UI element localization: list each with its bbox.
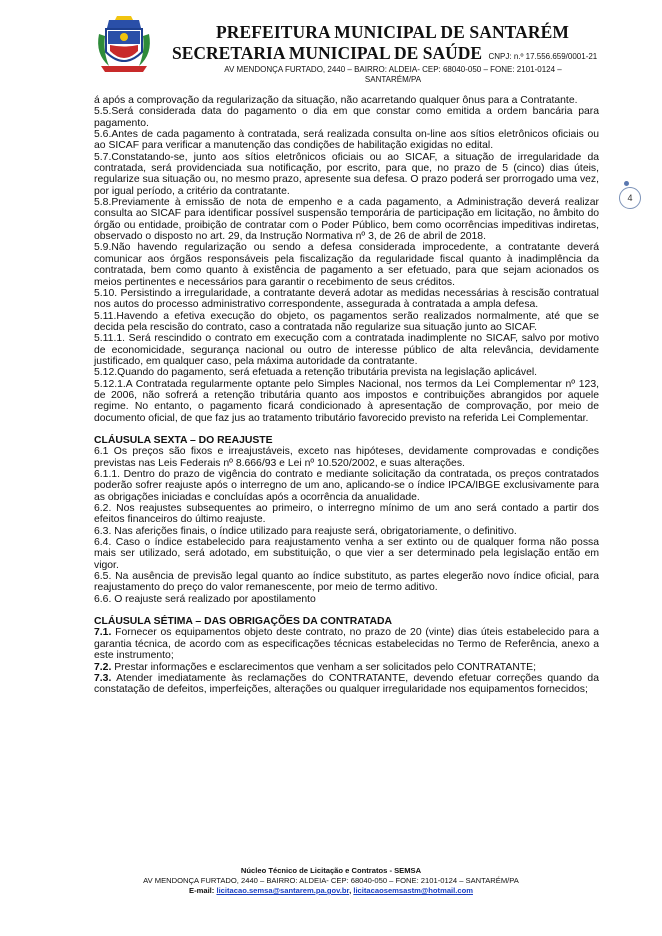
item-text: Prestar informações e esclarecimentos que venham a ser solicitados pelo CONTRATANTE; bbox=[111, 661, 536, 673]
footer-email-label: E-mail: bbox=[189, 886, 215, 895]
paragraph: 5.6.Antes de cada pagamento à contratada, será realizada consulta on-line aos sítios eletrônicos oficiais ou ao SICAF para verificar a manutenção das condições de habilitação exigidas no edital. bbox=[94, 129, 599, 152]
paragraph: 6.3. Nas aferições finais, o índice utilizado para reajuste será, obrigatoriamente, o definitivo. bbox=[94, 525, 517, 537]
obligation-item bbox=[94, 662, 599, 673]
paragraph: 5.5.Será considerada data do pagamento o dia em que constar como emitida a ordem bancária para pagamento. bbox=[94, 106, 599, 129]
paragraph: 6.5. Na ausência de previsão legal quanto ao índice substituto, as partes elegerão novo índice oficial, para reajustamento do preço do valor remanescente, por meio de termo aditivo. bbox=[94, 571, 599, 594]
obligation-item bbox=[94, 627, 599, 661]
paragraph: 6.1 Os preços são fixos e irreajustáveis, exceto nas hipóteses, devidamente comprovadas e condições previstas nas Leis Federais nº 8.666/93 e Lei nº 10.520/2002, e suas alterações. bbox=[94, 446, 599, 469]
header-subtitle: SECRETARIA MUNICIPAL DE SAÚDE bbox=[172, 43, 483, 63]
letterhead bbox=[95, 14, 605, 96]
item-number: 7.1. bbox=[94, 627, 112, 639]
paragraph: 5.11.Havendo a efetiva execução do objeto, os pagamentos serão realizados normalmente, até que se decida pela rescisão do contrato, caso a contratada não regularize sua situação junto ao SICAF. bbox=[94, 310, 599, 333]
header-cnpj: CNPJ: n.º 17.556.659/0001-21 bbox=[488, 52, 598, 61]
document-body bbox=[94, 95, 599, 696]
footer-address: AV MENDONÇA FURTADO, 2440 – BAIRRO: ALDEIA- CEP: 68040-050 – FONE: 2101-0124 – SANTARÉM/PA bbox=[143, 876, 519, 885]
item-number: 7.2. bbox=[94, 661, 112, 673]
item-text: Atender imediatamente às reclamações do CONTRATANTE, devendo efetuar correções quando da constatação de defeitos, imperfeições, alterações ou qualquer irregularidade nos equipamentos fornecidos; bbox=[94, 672, 599, 696]
paragraph: 5.10. Persistindo a irregularidade, a contratante deverá adotar as medidas necessárias à rescisão contratual nos autos do processo administrativo correspondente, assegurada à contratada a ampla defesa. bbox=[94, 287, 599, 311]
paragraph: 5.12.Quando do pagamento, será efetuada a retenção tributária prevista na legislação aplicável. bbox=[94, 367, 538, 379]
footer-email-link-1[interactable]: licitacao.semsa@santarem.pa.gov.br bbox=[216, 886, 350, 895]
footer-email-link-2[interactable]: licitacaosemsastm@hotmail.com bbox=[353, 886, 473, 895]
paragraph: 6.4. Caso o índice estabelecido para reajustamento venha a ser extinto ou de qualquer forma não possa mais ser utilizado, será adotado, em substituição, o que vier a ser determinado pela legislação então em vigor. bbox=[94, 537, 599, 571]
page-footer bbox=[60, 866, 602, 896]
paragraph: á após a comprovação da regularização da situação, não acarretando qualquer ônus para a Contratante. bbox=[94, 95, 578, 106]
section-heading-setima: CLÁUSULA SÉTIMA – DAS OBRIGAÇÕES DA CONTRATADA bbox=[94, 616, 393, 628]
item-text: Fornecer os equipamentos objeto deste contrato, no prazo de 20 (vinte) dias úteis estabelecido para a garantia técnica, de acordo com as especificações técnicas estabelecidas no Termo de Referência, anexo a este instrumento; bbox=[94, 627, 599, 662]
section-heading-sexta: CLÁUSULA SEXTA – DO REAJUSTE bbox=[94, 434, 273, 446]
paragraph: 5.9.Não havendo regularização ou sendo a defesa considerada improcedente, a contratante deverá comunicar aos órgãos responsáveis pela fiscalização da regularidade fiscal quanto à inadimplência da contratada, bem como quanto à existência de pagamento a ser efetuado, para que sejam acionados os meios pertinentes e necessários para garantir o recebimento de seus créditos. bbox=[94, 242, 599, 288]
header-address-city: SANTARÉM/PA bbox=[364, 75, 422, 84]
municipal-coat-of-arms-logo bbox=[95, 14, 153, 76]
paragraph: 5.12.1.A Contratada regularmente optante pelo Simples Nacional, nos termos da Lei Complementar nº 123, de 2006, não sofrerá a retenção tributária quanto aos impostos e contribuições abrangidos por aquele regime. No entanto, o pagamento ficará condicionado à apresentação de comprovação, por meio de documento oficial, de que faz jus ao tratamento tributário favorecido previsto na referida Lei Complementar. bbox=[94, 378, 599, 424]
header-address-line: AV MENDONÇA FURTADO, 2440 – BAIRRO: ALDEIA- CEP: 68040-050 – FONE: 2101-0124 – bbox=[224, 65, 562, 74]
paragraph: 6.2. Nos reajustes subsequentes ao primeiro, o interregno mínimo de um ano será contado a partir dos efeitos financeiros do último reajuste. bbox=[94, 503, 599, 526]
header-subtitle-line bbox=[172, 43, 612, 64]
paragraph: 6.1.1. Dentro do prazo de vigência do contrato e mediante solicitação da contratada, os preços contratados poderão sofrer reajuste após o interregno de um ano, aplicando-se o índice IPCA/IBGE exclusivamente para as obrigações iniciadas e concluídas após a ocorrência da anualidade. bbox=[94, 469, 599, 503]
paragraph: 5.11.1. Será rescindido o contrato em execução com a contratada inadimplente no SICAF, salvo por motivo de economicidade, segurança nacional ou outro de interesse público de alta relevância, devidamente justificado, em qualquer caso, pela máxima autoridade da contratante. bbox=[94, 333, 599, 367]
paragraph: 5.8.Previamente à emissão de nota de empenho e a cada pagamento, a Administração deverá realizar consulta ao SICAF para identificar possível suspensão temporária de participação em licitação, no âmbito do órgão ou entidade, proibição de contratar com o Poder Público, bem como ocorrências impeditivas indiretas, observado o disposto no art. 29, da Instrução Normativa nº 3, de 26 de abril de 2018. bbox=[94, 197, 599, 243]
page-marker-dot bbox=[624, 181, 629, 186]
footer-email-line bbox=[60, 886, 602, 896]
paragraph: 5.7.Constatando-se, junto aos sítios eletrônicos oficiais ou ao SICAF, a situação de irregularidade da contratada, será providenciada sua notificação, por escrito, para que, no prazo de 5 (cinco) dias úteis, regularize sua situação ou, no mesmo prazo, apresente sua defesa. O prazo poderá ser prorrogado uma vez, por igual período, a critério da contratante. bbox=[94, 151, 599, 197]
footer-email-separator: , bbox=[349, 886, 352, 895]
footer-title: Núcleo Técnico de Licitação e Contratos - SEMSA bbox=[240, 866, 422, 875]
header-address bbox=[183, 65, 603, 85]
header-title: PREFEITURA MUNICIPAL DE SANTARÉM bbox=[215, 22, 570, 42]
page-number-badge: 4 bbox=[619, 187, 641, 209]
paragraph: 6.6. O reajuste será realizado por apostilamento bbox=[94, 593, 316, 605]
obligation-item bbox=[94, 673, 599, 696]
item-number: 7.3. bbox=[94, 672, 112, 684]
